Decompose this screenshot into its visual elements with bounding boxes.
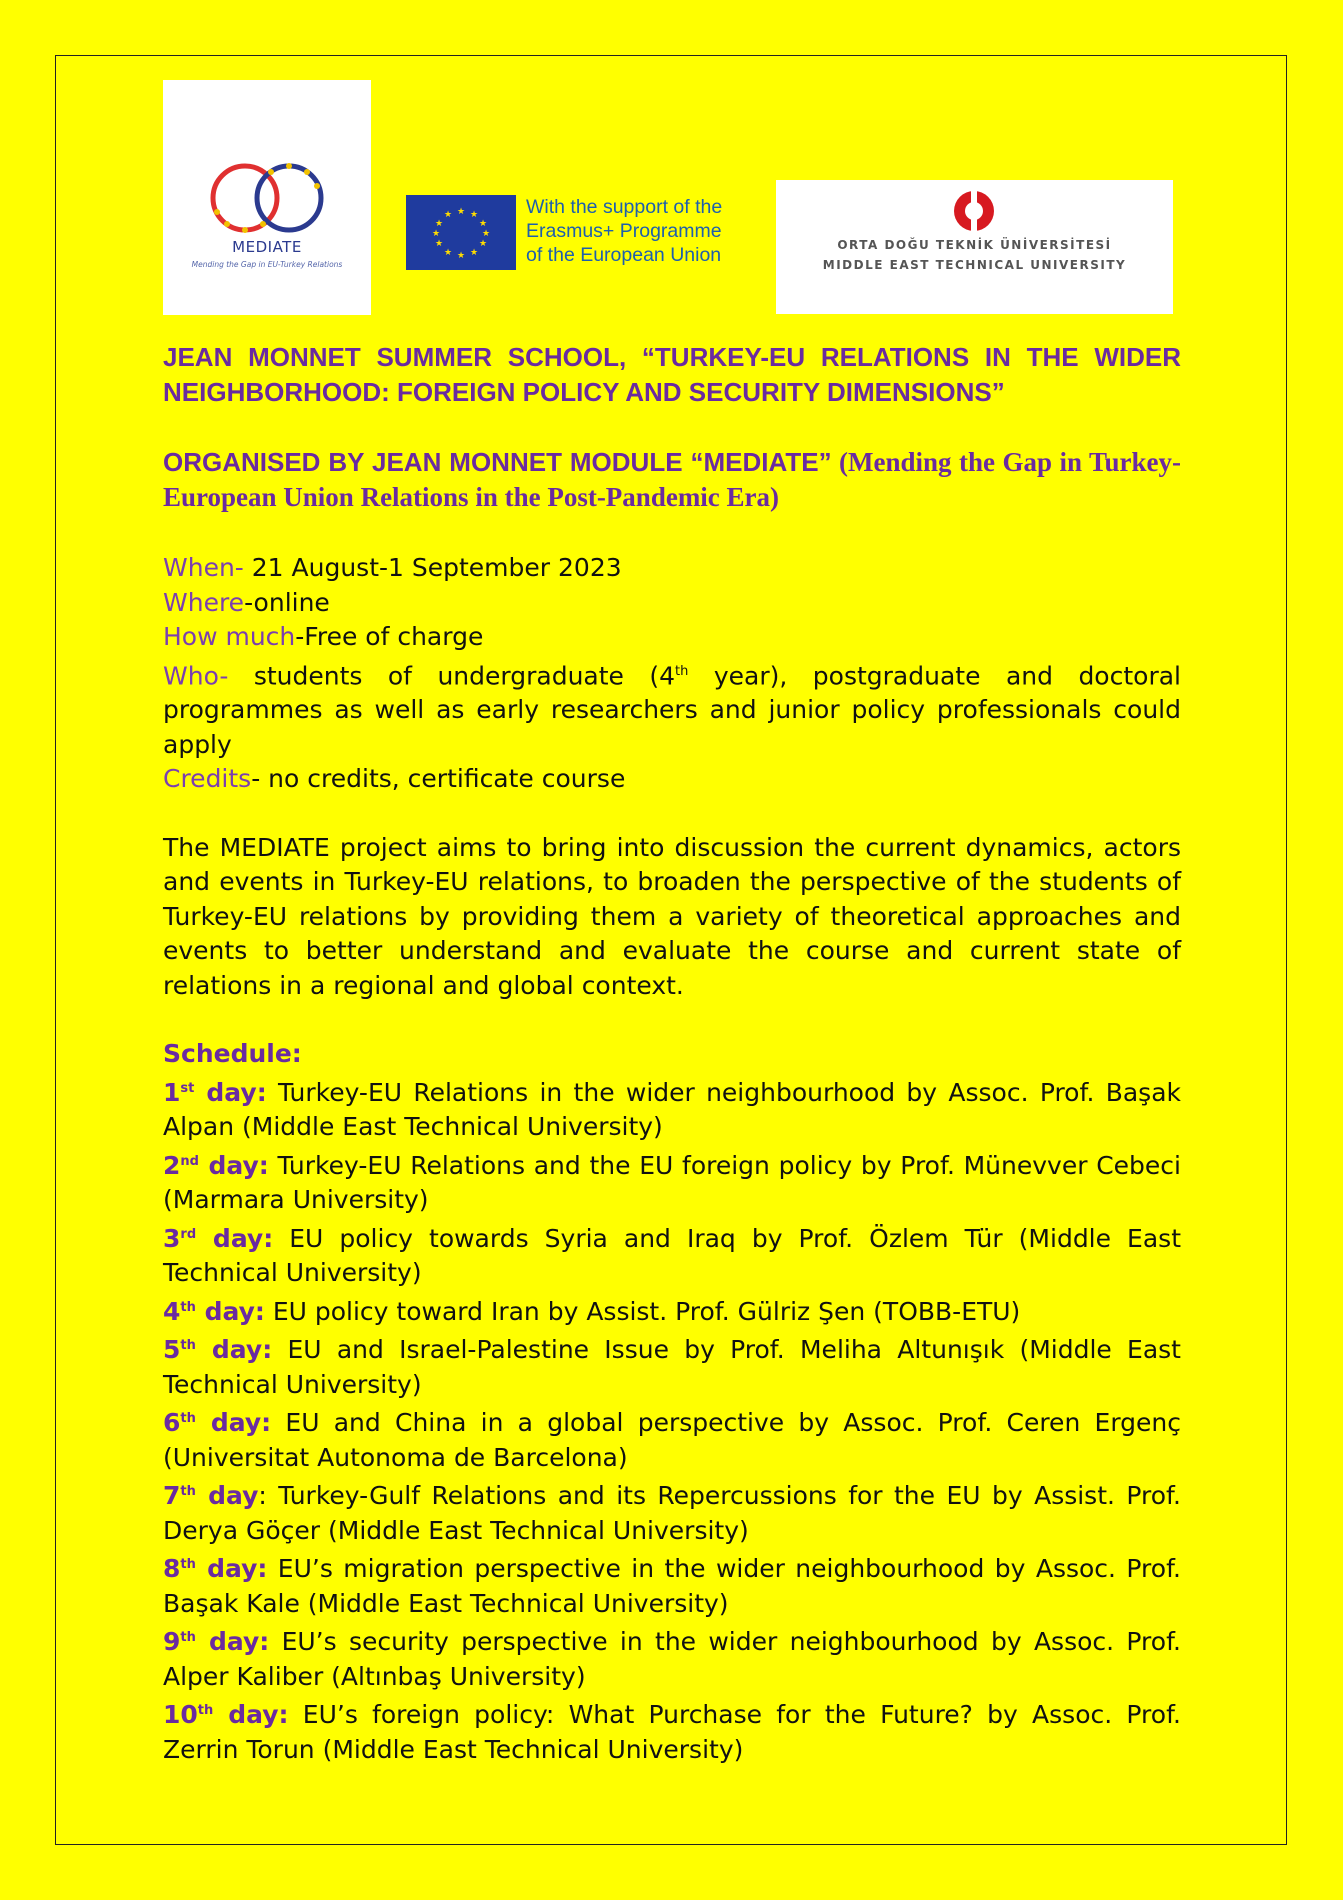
schedule-day-word: day: xyxy=(195,1335,273,1365)
schedule-day xyxy=(163,1694,1181,1767)
schedule-list xyxy=(163,1072,1181,1768)
schedule-day-number: 7 xyxy=(163,1481,181,1511)
schedule-day-ordinal: th xyxy=(197,1703,214,1719)
schedule-day-topic: EU’s security perspective in the wider neighbourhood by Assoc. Prof. Alper Kaliber (Altınbaş University) xyxy=(163,1627,1181,1691)
svg-text:★: ★ xyxy=(456,251,466,261)
flyer-content xyxy=(163,80,1181,1767)
how-much-label: How much xyxy=(163,622,296,651)
schedule-day-number: 5 xyxy=(163,1335,181,1365)
credits-label: Credits xyxy=(163,764,252,794)
schedule-day-word: day: xyxy=(213,1700,289,1730)
logo-row xyxy=(163,80,1181,320)
schedule-day xyxy=(163,1145,1181,1218)
metu-name-turkish: ORTA DOĞU TEKNİK ÜNİVERSİTESİ xyxy=(837,238,1112,252)
erasmus-line: Erasmus+ Programme xyxy=(526,220,722,242)
schedule-day-number: 4 xyxy=(163,1296,181,1326)
organiser-module-name: (Mending the Gap in Turkey-European Union Relations in the Post-Pandemic Era) xyxy=(163,447,1181,512)
mediate-logo-tagline: Mending the Gap in EU-Turkey Relations xyxy=(191,260,343,269)
when-value: 21 August-1 September 2023 xyxy=(243,553,622,582)
svg-text:★: ★ xyxy=(434,239,444,249)
schedule-day-ordinal: st xyxy=(180,1080,195,1096)
schedule-day-label xyxy=(163,1700,289,1729)
schedule-day-label xyxy=(163,1224,273,1253)
schedule-day-topic: Turkey-EU Relations and the EU foreign policy by Prof. Münevver Cebeci (Marmara University) xyxy=(163,1150,1181,1215)
schedule-day-number: 2 xyxy=(163,1150,181,1180)
schedule-day-topic: Turkey-EU Relations in the wider neighbourhood by Assoc. Prof. Başak Alpan (Middle East Technical University) xyxy=(163,1077,1182,1142)
schedule-day-label xyxy=(163,1627,269,1656)
schedule-day-ordinal: th xyxy=(180,1411,196,1427)
schedule-day xyxy=(163,1072,1181,1145)
who-row xyxy=(163,655,1181,763)
svg-text:★: ★ xyxy=(469,248,479,258)
svg-text:★: ★ xyxy=(478,219,488,229)
erasmus-logo xyxy=(406,195,786,275)
schedule-day-label xyxy=(163,1554,267,1583)
svg-text:★: ★ xyxy=(443,248,453,258)
schedule xyxy=(163,1037,1181,1767)
organiser-lead: ORGANISED BY JEAN MONNET MODULE “MEDIATE” xyxy=(163,447,832,477)
where-row xyxy=(163,586,1181,621)
schedule-day-topic: : Turkey-Gulf Relations and its Repercussions for the EU by Assist. Prof. Derya Göçer (Middle East Technical University) xyxy=(163,1481,1181,1545)
schedule-day-word: day: xyxy=(195,1408,272,1438)
when-row xyxy=(163,551,1181,586)
schedule-day-word: day xyxy=(195,1481,259,1511)
credits-row xyxy=(163,762,1181,797)
schedule-day-word: day: xyxy=(198,1150,269,1180)
where-value: -online xyxy=(244,587,330,617)
mediate-rings-icon xyxy=(205,160,329,240)
schedule-day-number: 9 xyxy=(163,1627,181,1657)
schedule-day-label xyxy=(163,1151,269,1180)
schedule-day-topic: EU policy toward Iran by Assist. Prof. Gülriz Şen (TOBB-ETU) xyxy=(264,1296,1021,1326)
schedule-day-topic: EU and China in a global perspective by Assoc. Prof. Ceren Ergenç (Universitat Autonoma de Barcelona) xyxy=(163,1408,1181,1472)
who-value-part: year), postgraduate and doctoral programmes as well as early researchers and junior policy professionals could apply xyxy=(163,660,1181,759)
credits-value: - no credits, certificate course xyxy=(251,764,626,794)
who-superscript: th xyxy=(675,663,689,679)
schedule-day-label xyxy=(163,1481,258,1510)
when-label: When- xyxy=(163,553,244,582)
schedule-day-label xyxy=(163,1297,265,1326)
where-label: Where xyxy=(163,587,245,617)
erasmus-line: With the support of the xyxy=(526,196,723,218)
project-description: The MEDIATE project aims to bring into discussion the current dynamics, actors and events in Turkey-EU relations, to broaden the perspective of the students of Turkey-EU relations by providing them a variety of theoretical approaches and events to better understand and evaluate the course and current state of relations in a regional and global context. xyxy=(163,832,1181,1000)
mediate-logo xyxy=(163,80,371,315)
svg-text:★: ★ xyxy=(456,207,466,217)
schedule-day-ordinal: rd xyxy=(180,1226,197,1242)
erasmus-support-text xyxy=(526,195,786,267)
event-title: JEAN MONNET SUMMER SCHOOL, “TURKEY-EU RELATIONS IN THE WIDER NEIGHBORHOOD: FOREIGN POLICY AND SECURITY DIMENSIONS” xyxy=(163,342,1181,407)
schedule-day-word: day: xyxy=(195,1296,265,1326)
erasmus-line: of the European Union xyxy=(526,244,722,266)
svg-text:★: ★ xyxy=(469,210,479,220)
mediate-logo-name: MEDIATE xyxy=(232,238,302,256)
schedule-day-number: 6 xyxy=(163,1408,181,1438)
eu-flag-icon xyxy=(406,195,516,270)
schedule-day-number: 3 xyxy=(163,1223,181,1253)
schedule-day-label xyxy=(163,1335,272,1364)
svg-text:★: ★ xyxy=(443,210,453,220)
svg-text:★: ★ xyxy=(481,229,491,239)
svg-text:★: ★ xyxy=(434,219,444,229)
schedule-day-ordinal: th xyxy=(180,1299,196,1315)
svg-text:★: ★ xyxy=(478,239,488,249)
schedule-title: Schedule: xyxy=(163,1039,302,1069)
schedule-day xyxy=(163,1291,1181,1330)
schedule-day-ordinal: nd xyxy=(180,1153,199,1169)
event-details xyxy=(163,551,1181,797)
metu-emblem-icon xyxy=(950,189,998,233)
schedule-day xyxy=(163,1548,1181,1621)
schedule-day xyxy=(163,1218,1181,1291)
svg-text:★: ★ xyxy=(431,229,441,239)
schedule-day xyxy=(163,1402,1181,1475)
schedule-day-number: 10 xyxy=(163,1700,198,1730)
schedule-day-topic: EU’s migration perspective in the wider neighbourhood by Assoc. Prof. Başak Kale (Middle East Technical University) xyxy=(163,1554,1181,1618)
schedule-day xyxy=(163,1475,1181,1548)
organiser-heading xyxy=(163,445,1181,515)
metu-name-english: MIDDLE EAST TECHNICAL UNIVERSITY xyxy=(822,258,1127,272)
schedule-day-ordinal: th xyxy=(180,1338,196,1354)
schedule-day-number: 1 xyxy=(163,1077,181,1107)
schedule-day-topic: EU’s foreign policy: What Purchase for the Future? by Assoc. Prof. Zerrin Torun (Middle East Technical University) xyxy=(163,1700,1182,1764)
who-label: Who- xyxy=(163,660,229,690)
schedule-day-word: day: xyxy=(195,1554,268,1584)
schedule-day-topic: EU and Israel-Palestine Issue by Prof. Meliha Altunışık (Middle East Technical University) xyxy=(163,1335,1181,1399)
schedule-day-word: day: xyxy=(194,1077,267,1107)
how-much-row xyxy=(163,620,1181,655)
schedule-day xyxy=(163,1329,1181,1402)
schedule-day-ordinal: th xyxy=(180,1630,196,1646)
schedule-day-number: 8 xyxy=(163,1554,181,1584)
schedule-day-label xyxy=(163,1078,267,1107)
schedule-day-topic: EU policy towards Syria and Iraq by Prof. Özlem Tür (Middle East Technical University) xyxy=(163,1223,1181,1288)
how-much-value: -Free of charge xyxy=(295,622,484,651)
schedule-day xyxy=(163,1621,1181,1694)
schedule-day-ordinal: th xyxy=(180,1557,196,1573)
schedule-day-label xyxy=(163,1408,271,1437)
who-value-part: students of undergraduate (4 xyxy=(228,660,676,690)
metu-logo xyxy=(776,180,1173,314)
schedule-day-word: day: xyxy=(195,1627,270,1657)
schedule-day-word: day: xyxy=(196,1223,274,1253)
schedule-day-ordinal: th xyxy=(180,1484,196,1500)
